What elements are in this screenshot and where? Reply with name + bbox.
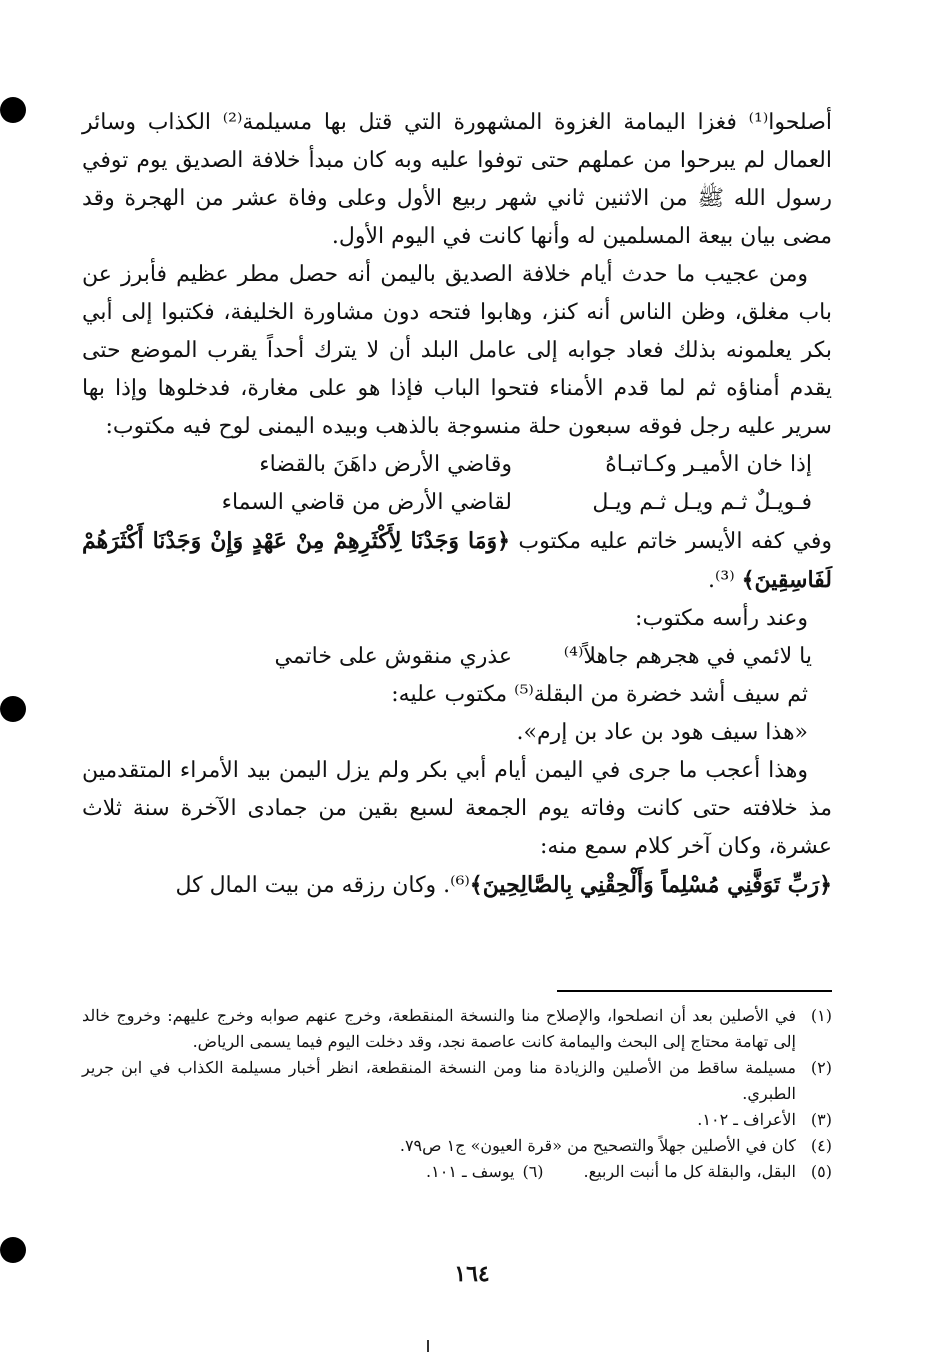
- page-number: ١٦٤: [454, 1261, 490, 1287]
- footnote-text: البقل، والبقلة كل ما أنبت الربيع.: [583, 1162, 796, 1181]
- verse-2-second-hemistich: لقاضي الأرض من قاضي السماء: [221, 490, 512, 515]
- paragraph-6: «هذا سيف هود بن عاد بن إرم».: [516, 720, 808, 745]
- verse-line-2: [82, 484, 832, 522]
- paragraph-8: [82, 866, 832, 905]
- verse-1-second-hemistich: وقاضي الأرض داهَنَ بالقضاء: [259, 452, 512, 477]
- footnote-text: كان في الأصلين جهلاً والتصحيح من «قرة العيون» ج١ ص٧٩.: [399, 1136, 796, 1155]
- verse-2-first-hemistich: فـويـلٌ ثـم ويـل ثـم ويـل: [592, 490, 812, 515]
- verse-line-3: [82, 638, 832, 676]
- quran-verse-araf: ﴿وَمَا وَجَدْنَا لِأَكْثَرِهِمْ مِنْ عَهْدٍ وَإِنْ وَجَدْنَا أَكْثَرَهُمْ لَفَاسِقِينَ﴾: [82, 528, 832, 593]
- verse-3-first-hemistich: يا لائمي في هجرهم جاهلاً⁽⁴⁾: [563, 644, 812, 669]
- paragraph-1: أصلحوا⁽¹⁾ فغزا اليمامة الغزوة المشهورة التي قتل بها مسيلمة⁽²⁾ الكذاب وسائر العمال لم يبرحوا من عملهم حتى توفوا عليه وبه كان مبدأ خلافة الصديق يوم توفي رسول الله ﷺ من الاثنين ثاني شهر ربيع الأول وعلى وفاة عشر من الهجرة وقد مضى بيان بيعة المسلمين له وأنها كانت في اليوم الأول.: [82, 110, 832, 249]
- footnote-number: (٢): [810, 1058, 832, 1077]
- binding-hole-top: [0, 97, 26, 123]
- verse-3-second-hemistich: عذري منقوش على خاتمي: [274, 644, 512, 669]
- footnote-number: (٣): [810, 1110, 832, 1129]
- main-text: [82, 104, 832, 905]
- footnote-number: (١): [810, 1006, 832, 1025]
- paragraph-8-suffix: ⁽⁶⁾. وكان رزقه من بيت المال كل: [175, 873, 470, 898]
- footnote-text: في الأصلين بعد أن انصلحوا، والإصلاح منا والنسخة المنقطعة، وخرج عنهم صوابه وخرج عليهم: وخروج خالد إلى تهامة محتاج إلى البحث واليمامة كانت عاصمة نجد، وقد دخلت اليوم فيما يسمى الرياض.: [82, 1006, 796, 1051]
- paragraph-3: [82, 522, 832, 600]
- footnote-number: (٦): [522, 1162, 544, 1181]
- footnote-text: الأعراف ـ ١٠٢.: [697, 1110, 796, 1129]
- paragraph-2: ومن عجيب ما حدث أيام خلافة الصديق باليمن أنه حصل مطر عظيم فأبرز عن باب مغلق، وظن الناس أنه كنز، وهابوا فتحه دون مشاورة الخليفة، فكتبوا إلى أبي بكر يعلمونه بذلك فعاد جوابه إلى عامل البلد أن لا يترك أحداً يقرب الموضع حتى يقدم أمناؤه ثم لما قدم الأمناء فتحوا الباب فإذا هو على مغارة، فدخلوها وإذا بها سرير عليه رجل فوقه سبعون حلة منسوجة بالذهب وبيده اليمنى لوح فيه مكتوب:: [82, 262, 832, 439]
- scan-mark: [427, 1340, 429, 1352]
- footnote-2: [82, 1055, 832, 1107]
- footnote-number: (٤): [810, 1136, 832, 1155]
- footnote-5-6: [82, 1159, 832, 1185]
- binding-hole-bottom: [0, 1237, 26, 1263]
- paragraph-4: وعند رأسه مكتوب:: [635, 606, 808, 631]
- footnote-separator: [557, 990, 832, 992]
- paragraph-7: وهذا أعجب ما جرى في اليمن أيام أبي بكر ولم يزل اليمن بيد الأمراء المتقدمين مذ خلافته حتى كانت وفاته يوم الجمعة لسبع بقين من جمادى الآخرة سنة ثلاث عشرة، وكان آخر كلام سمع منه:: [82, 758, 832, 859]
- paragraph-5: ثم سيف أشد خضرة من البقلة⁽⁵⁾ مكتوب عليه:: [391, 682, 808, 707]
- footnote-text: مسيلمة ساقط من الأصلين والزيادة منا ومن النسخة المنقطعة، انظر أخبار مسيلمة الكذاب في ابن جرير الطبري.: [82, 1058, 796, 1103]
- verse-1-first-hemistich: إذا خان الأميـر وكـاتبـاهُ: [605, 452, 812, 477]
- quran-verse-yusuf: ﴿رَبِّ تَوَفَّنِي مُسْلِماً وَأَلْحِقْنِي بِالصَّالِحِينَ﴾: [469, 872, 832, 898]
- footnotes: [82, 1003, 832, 1185]
- footnote-1: [82, 1003, 832, 1055]
- paragraph-3-suffix: ⁽³⁾.: [707, 568, 735, 593]
- footnote-number: (٥): [810, 1162, 832, 1181]
- verse-line-1: [82, 446, 832, 484]
- binding-hole-middle: [0, 696, 26, 722]
- footnote-3: [82, 1107, 832, 1133]
- paragraph-3-prefix: وفي كفه الأيسر خاتم عليه مكتوب: [518, 529, 832, 554]
- footnote-4: [82, 1133, 832, 1159]
- footnote-text: يوسف ـ ١٠١.: [426, 1162, 515, 1181]
